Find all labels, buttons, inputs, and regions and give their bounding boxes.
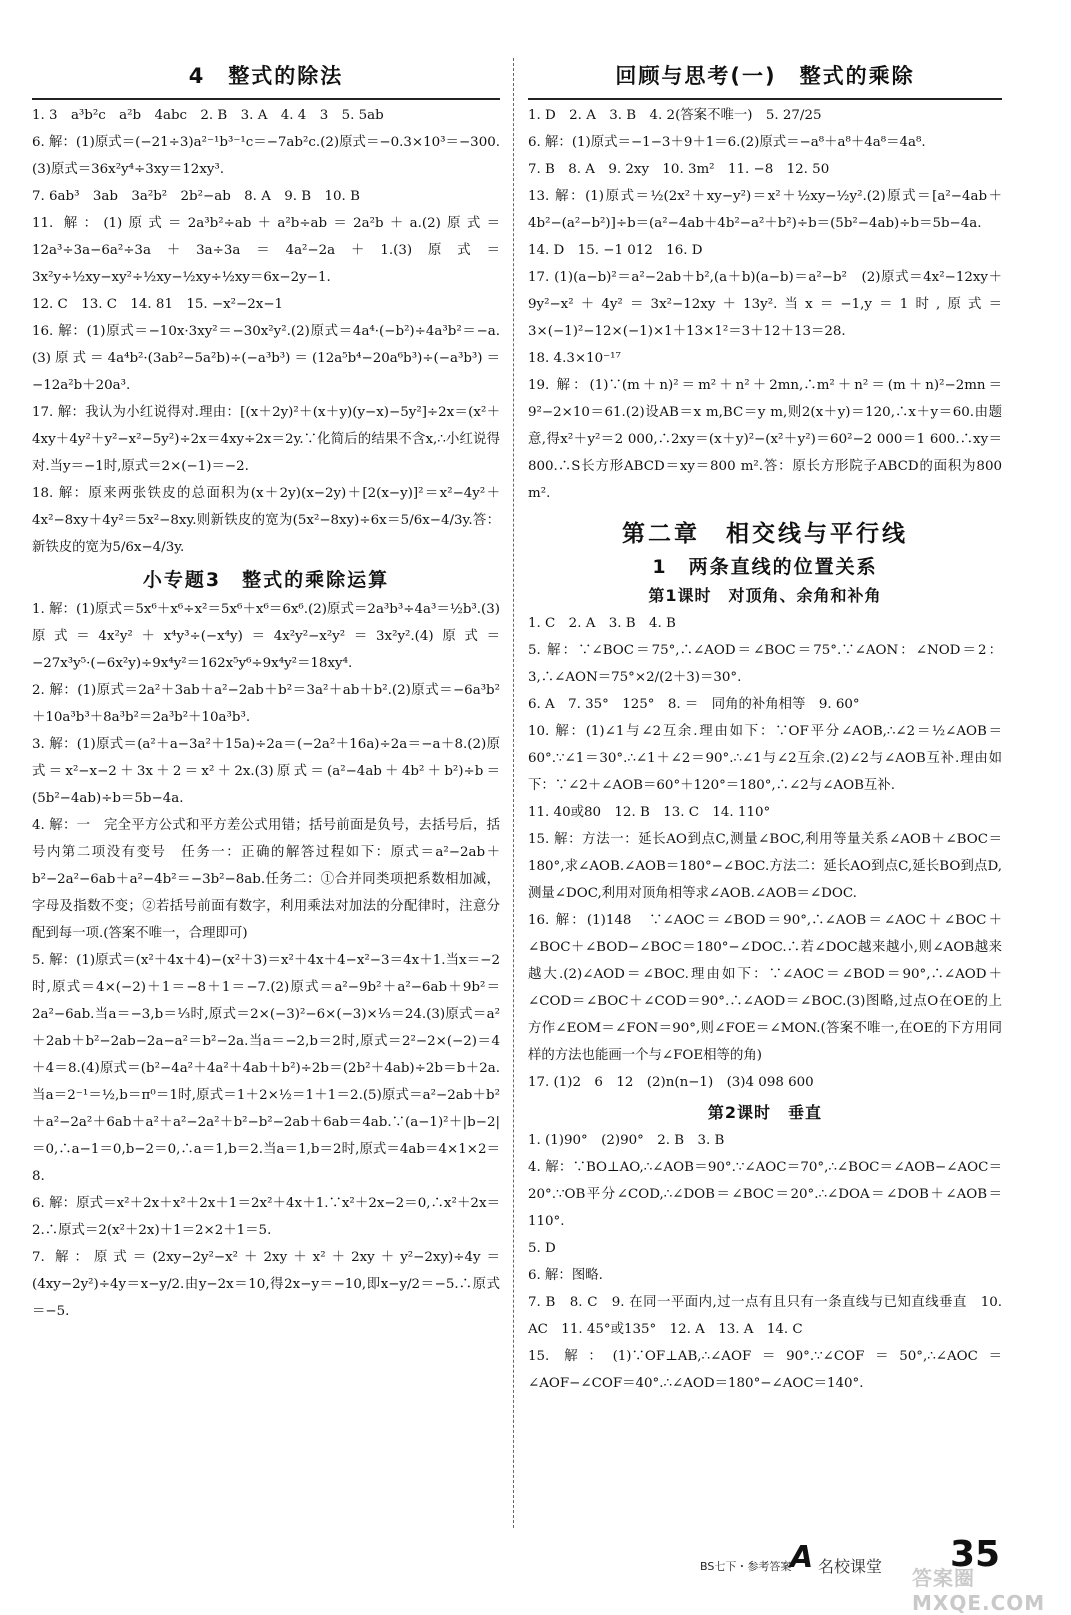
answer-item: 11. 解：(1)原式＝2a³b²÷ab＋a²b÷ab＝2a²b＋a.(2)原式＝12a³÷3a−6a²÷3a＋3a÷3a＝4a²−2a＋1.(3)原式＝3x²y÷½xy−xy²÷½xy−½xy÷½xy＝6x−2y−1. [32,216,500,285]
answer-item: 6. 解：(1)原式＝−1−3＋9＋1＝6.(2)原式＝−a⁸＋a⁸＋4a⁸＝4a⁸. [528,135,926,150]
answer-item: 1. C 2. A 3. B 4. B [528,616,676,631]
right-column [528,58,1002,1397]
lesson-title-1: 第1课时 对顶角、余角和补角 [648,586,882,605]
brand-logo: A [790,1540,814,1575]
answer-item: 7. 6ab³ 3ab 3a²b² 2b²−ab 8. A 9. B 10. B [32,189,360,204]
section-title-review: 回顾与思考(一) 整式的乘除 [615,64,915,88]
page-footer [700,1534,1046,1615]
brand-name: 名校课堂 [818,1557,883,1576]
answer-item: 11. 40或80 12. B 13. C 14. 110° [528,805,771,820]
answer-item: 18. 解：原来两张铁皮的总面积为(x＋2y)(x−2y)＋[2(x−y)]²＝x²−4y²＋4x²−8xy＋4y²＝5x²−8xy.则新铁皮的宽为(5x²−8xy)÷6x＝5/6x−4/3y.答：新铁皮的宽为5/6x−4/3y. [32,486,500,555]
answer-item: 17. (1)2 6 12 (2)n(n−1) (3)4 098 600 [528,1075,814,1090]
answer-item: 6. A 7. 35° 125° 8. ＝ 同角的补角相等 9. 60° [528,697,860,712]
answer-item: 6. 解：原式＝x²＋2x＋x²＋2x＋1＝2x²＋4x＋1.∵x²＋2x−2＝0,∴x²＋2x＝2.∴原式＝2(x²＋2x)＋1＝2×2＋1＝5. [32,1196,500,1238]
answer-item: 1. D 2. A 3. B 4. 2(答案不唯一) 5. 27/25 [528,108,822,123]
answer-item: 6. 解：图略. [528,1268,603,1283]
answer-item: 7. B 8. C 9. 在同一平面内,过一点有且只有一条直线与已知直线垂直 10. AC 11. 45°或135° 12. A 13. A 14. C [528,1295,1002,1337]
left-column [32,58,500,1325]
answer-item: 2. 解：(1)原式＝2a²＋3ab＋a²−2ab＋b²＝3a²＋ab＋b².(2)原式＝−6a³b²＋10a³b³＋8a³b²＝2a³b²＋10a³b³. [32,683,500,725]
page-number: 35 [950,1534,1001,1575]
answer-item: 7. 解：原式＝(2xy−2y²−x²＋2xy＋x²＋2xy＋y²−2xy)÷4y＝(4xy−2y²)÷4y＝x−y/2.由y−2x＝10,得2x−y＝−10,即x−y/2＝−5.∴原式＝−5. [32,1250,500,1319]
answer-item: 7. B 8. A 9. 2xy 10. 3m² 11. −8 12. 50 [528,162,830,177]
answer-item: 13. 解：(1)原式＝½(2x²＋xy−y²)＝x²＋½xy−½y².(2)原式＝[a²−4ab＋4b²−(a²−b²)]÷b＝(a²−4ab＋4b²−a²＋b²)÷b＝(5b²−4ab)÷b＝5b−4a. [528,189,1002,231]
column-divider [513,58,514,1528]
section-subtitle: 1 两条直线的位置关系 [652,556,878,578]
answer-item: 1. 解：(1)原式＝5x⁶＋x⁶÷x²＝5x⁶＋x⁶＝6x⁶.(2)原式＝2a³b³÷4a³＝½b³.(3)原式＝4x²y²＋x⁴y³÷(−x⁴y)＝4x²y²−x²y²＝3x²y².(4)原式＝−27x³y⁵·(−6x²y)÷9x⁴y²＝162x⁵y⁶÷9x⁴y²＝18xy⁴. [32,602,500,671]
answer-item: 16. 解：(1)148 ∵∠AOC＝∠BOD＝90°,∴∠AOB＝∠AOC＋∠BOC＋∠BOC＋∠BOD−∠BOC＝180°−∠DOC.∴若∠DOC越来越小,则∠AOB越来越大.(2)∠AOD＝∠BOC.理由如下：∵∠AOC＝∠BOD＝90°,∴∠AOD＋∠COD＝∠BOC＋∠COD＝90°.∴∠AOD＝∠BOC.(3)图略,过点O在OE的上方作∠EOM＝∠FON＝90°,则∠FOE＝∠MON.(答案不唯一,在OE的下方用同样的方法也能画一个与∠FOE相等的角) [528,913,1002,1063]
title-rule [528,98,1002,100]
answer-item: 5. 解：∵∠BOC＝75°,∴∠AOD＝∠BOC＝75°.∵∠AON：∠NOD＝2：3,∴∠AON＝75°×2/(2＋3)＝30°. [528,643,1002,685]
answer-item: 12. C 13. C 14. 81 15. −x²−2x−1 [32,297,284,312]
answer-item: 18. 4.3×10⁻¹⁷ [528,351,621,366]
footer-label: BS七下・参考答案 [700,1560,792,1573]
answer-item: 1. (1)90° (2)90° 2. B 3. B [528,1133,725,1148]
answer-item: 14. D 15. −1 012 16. D [528,243,703,258]
answer-item: 4. 解：一 完全平方公式和平方差公式用错；括号前面是负号，去括号后，括号内第二项没有变号 任务一：正确的解答过程如下：原式＝a²−2ab＋b²−2a²−6ab＋a²−4b²＝−3b²−8ab.任务二：①合并同类项把系数相加减，字母及指数不变；②若括号前面有数字，利用乘法对加法的分配律时，注意分配到每一项.(答案不唯一，合理即可) [32,818,500,941]
section-title-division: 4 整式的除法 [188,64,344,88]
answer-item: 5. 解：(1)原式＝(x²＋4x＋4)−(x²＋3)＝x²＋4x＋4−x²−3＝4x＋1.当x＝−2时,原式＝4×(−2)＋1＝−8＋1＝−7.(2)原式＝a²−9b²＋a²−6ab＋9b²＝2a²−6ab.当a＝−3,b＝⅓时,原式＝2×(−3)²−6×(−3)×⅓＝24.(3)原式＝a²＋2ab＋b²−2ab−2a−a²＝b²−2a.当a＝−2,b＝2时,原式＝2²−2×(−2)＝4＋4＝8.(4)原式＝(b²−4a²＋4a²＋4ab＋b²)÷2b＝(2b²＋4ab)÷2b＝b＋2a.当a＝2⁻¹＝½,b＝π⁰＝1时,原式＝1＋2×½＝1＋1＝2.(5)原式＝a²−2ab＋b²＋a²−2a²＋6ab＋a²＋a²−2a²＋b²−b²−2ab＋6ab＝4ab.∵(a−1)²＋|b−2|＝0,∴a−1＝0,b−2＝0,∴a＝1,b＝2.当a＝1,b＝2时,原式＝4ab＝4×1×2＝8. [32,953,500,1184]
chapter-title: 第二章 相交线与平行线 [622,521,908,547]
answer-item: 4. 解：∵BO⊥AO,∴∠AOB＝90°.∵∠AOC＝70°,∴∠BOC＝∠AOB−∠AOC＝20°.∵OB平分∠COD,∴∠DOB＝∠BOC＝20°.∴∠DOA＝∠DOB＋∠AOB＝110°. [528,1160,1002,1229]
answer-item: 15. 解：方法一：延长AO到点C,测量∠BOC,利用等量关系∠AOB＋∠BOC＝180°,求∠AOB.∠AOB＝180°−∠BOC.方法二：延长AO到点C,延长BO到点D,测量∠DOC,利用对顶角相等求∠AOB.∠AOB＝∠DOC. [528,832,1002,901]
section-title-topic3: 小专题3 整式的乘除运算 [142,569,390,591]
answer-item: 17. (1)(a−b)²＝a²−2ab＋b²,(a＋b)(a−b)＝a²−b² (2)原式＝4x²−12xy＋9y²−x²＋4y²＝3x²−12xy＋13y².当x＝−1,y＝1时,原式＝3×(−1)²−12×(−1)×1＋13×1²＝3＋12＋13＝28. [528,270,1002,339]
answer-item: 17. 解：我认为小红说得对.理由：[(x＋2y)²＋(x＋y)(y−x)−5y²]÷2x＝(x²＋4xy＋4y²＋y²−x²−5y²)÷2x＝4xy÷2x＝2y.∵化简后的结果不含x,∴小红说得对.当y＝−1时,原式＝2×(−1)＝−2. [32,405,500,474]
answer-item: 3. 解：(1)原式＝(a²＋a−3a²＋15a)÷2a＝(−2a²＋16a)÷2a＝−a＋8.(2)原式＝x²−x−2＋3x＋2＝x²＋2x.(3)原式＝(a²−4ab＋4b²＋b²)÷b＝(5b²−4ab)÷b＝5b−4a. [32,737,500,806]
answer-item: 10. 解：(1)∠1与∠2互余.理由如下：∵OF平分∠AOB,∴∠2＝½∠AOB＝60°.∵∠1＝30°.∴∠1＋∠2＝90°.∴∠1与∠2互余.(2)∠2与∠AOB互补.理由如下：∵∠2＋∠AOB＝60°＋120°＝180°,∴∠2与∠AOB互补. [528,724,1002,793]
lesson-title-2: 第2课时 垂直 [707,1103,823,1122]
answer-item: 1. 3 a³b²c a²b 4abc 2. B 3. A 4. 4 3 5. 5ab [32,108,384,123]
answer-item: 16. 解：(1)原式＝−10x·3xy²＝−30x²y².(2)原式＝4a⁴·(−b²)÷4a³b²＝−a.(3)原式＝4a⁴b²·(3ab²−5a²b)÷(−a³b³)＝(12a⁵b⁴−20a⁶b³)÷(−a³b³)＝−12a²b＋20a³. [32,324,500,393]
answer-item: 15. 解：(1)∵OF⊥AB,∴∠AOF＝90°.∵∠COF＝50°,∴∠AOC＝∠AOF−∠COF＝40°.∴∠AOD＝180°−∠AOC＝140°. [528,1349,1002,1391]
title-rule [32,98,500,100]
watermark: 答案圈 MXQE.COM [912,1566,1046,1615]
answer-item: 19. 解：(1)∵(m＋n)²＝m²＋n²＋2mn,∴m²＋n²＝(m＋n)²−2mn＝9²−2×10＝61.(2)设AB＝x m,BC＝y m,则2(x＋y)＝120,∴x＋y＝60.由题意,得x²＋y²＝2 000,∴2xy＝(x＋y)²−(x²＋y²)＝60²−2 000＝1 600.∴xy＝800.∴S长方形ABCD＝xy＝800 m².答：原长方形院子ABCD的面积为800 m². [528,378,1002,501]
answer-item: 5. D [528,1241,556,1256]
answer-item: 6. 解：(1)原式＝(−21÷3)a²⁻¹b³⁻¹c＝−7ab²c.(2)原式＝−0.3×10³＝−300.(3)原式＝36x²y⁴÷3xy＝12xy³. [32,135,500,177]
